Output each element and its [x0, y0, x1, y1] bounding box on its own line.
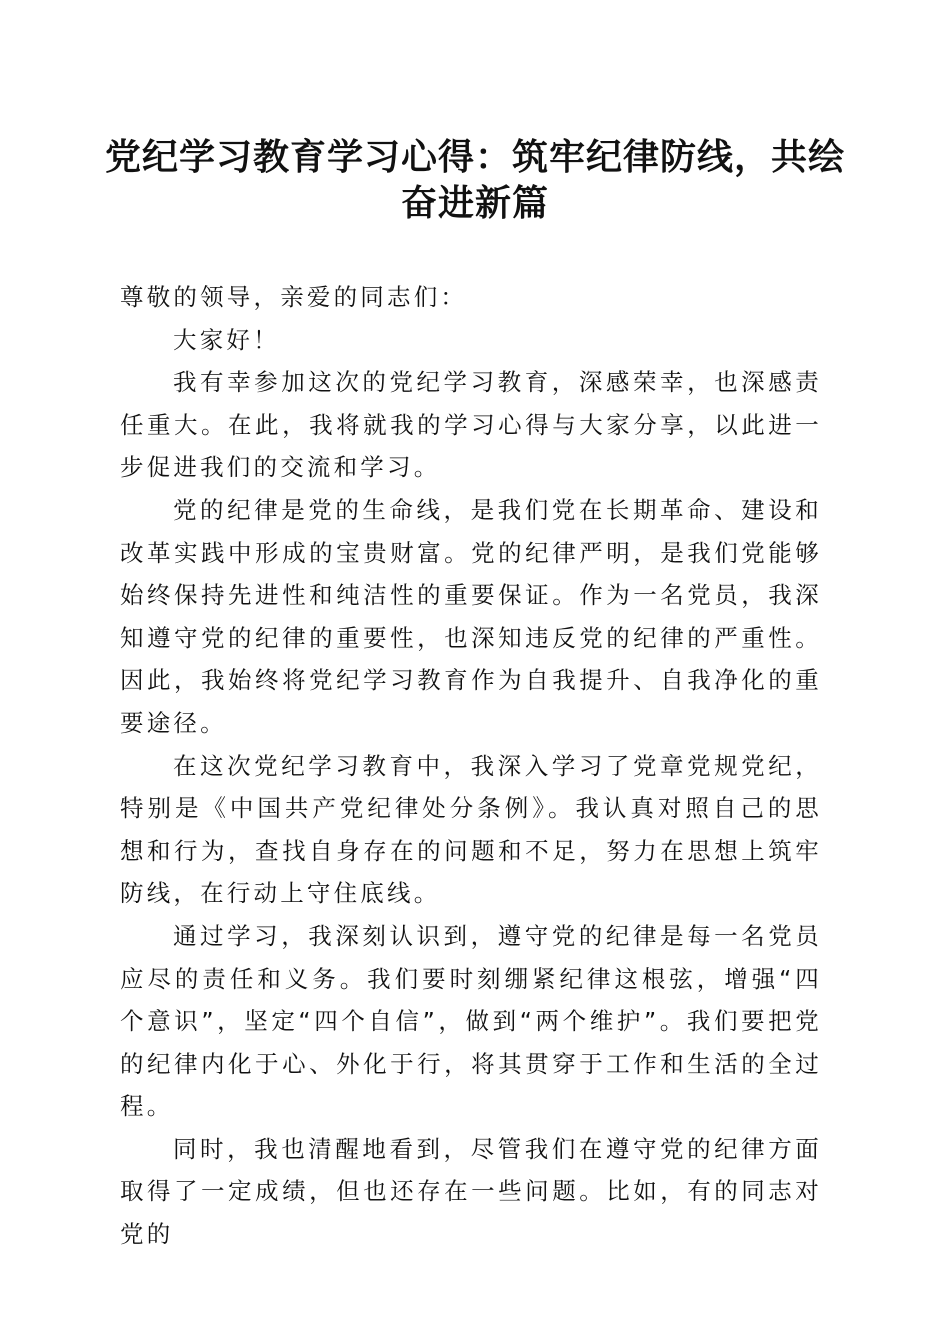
document-title: 党纪学习教育学习心得：筑牢纪律防线，共绘奋进新篇	[104, 136, 845, 224]
paragraph: 我有幸参加这次的党纪学习教育，深感荣幸，也深感责任重大。在此，我将就我的学习心得与大家分享，以此进一步促进我们的交流和学习。	[120, 368, 822, 482]
salutation: 尊敬的领导，亲爱的同志们：	[120, 283, 468, 311]
paragraph: 党的纪律是党的生命线，是我们党在长期革命、建设和改革实践中形成的宝贵财富。党的纪律严明，是我们党能够始终保持先进性和纯洁性的重要保证。作为一名党员，我深知遵守党的纪律的重要性，也深知违反党的纪律的严重性。因此，我始终将党纪学习教育作为自我提升、自我净化的重要途径。	[120, 495, 822, 737]
paragraph: 通过学习，我深刻认识到，遵守党的纪律是每一名党员应尽的责任和义务。我们要时刻绷紧纪律这根弦，增强“四个意识”，坚定“四个自信”，做到“两个维护”。我们要把党的纪律内化于心、外化于行，将其贯穿于工作和生活的全过程。	[120, 921, 822, 1121]
document-body	[120, 276, 822, 1256]
paragraph: 在这次党纪学习教育中，我深入学习了党章党规党纪，特别是《中国共产党纪律处分条例》。我认真对照自己的思想和行为，查找自身存在的问题和不足，努力在思想上筑牢防线，在行动上守住底线。	[120, 751, 822, 908]
paragraph: 同时，我也清醒地看到，尽管我们在遵守党的纪律方面取得了一定成绩，但也还存在一些问题。比如，有的同志对党的	[120, 1134, 822, 1249]
greeting: 大家好！	[173, 325, 280, 354]
